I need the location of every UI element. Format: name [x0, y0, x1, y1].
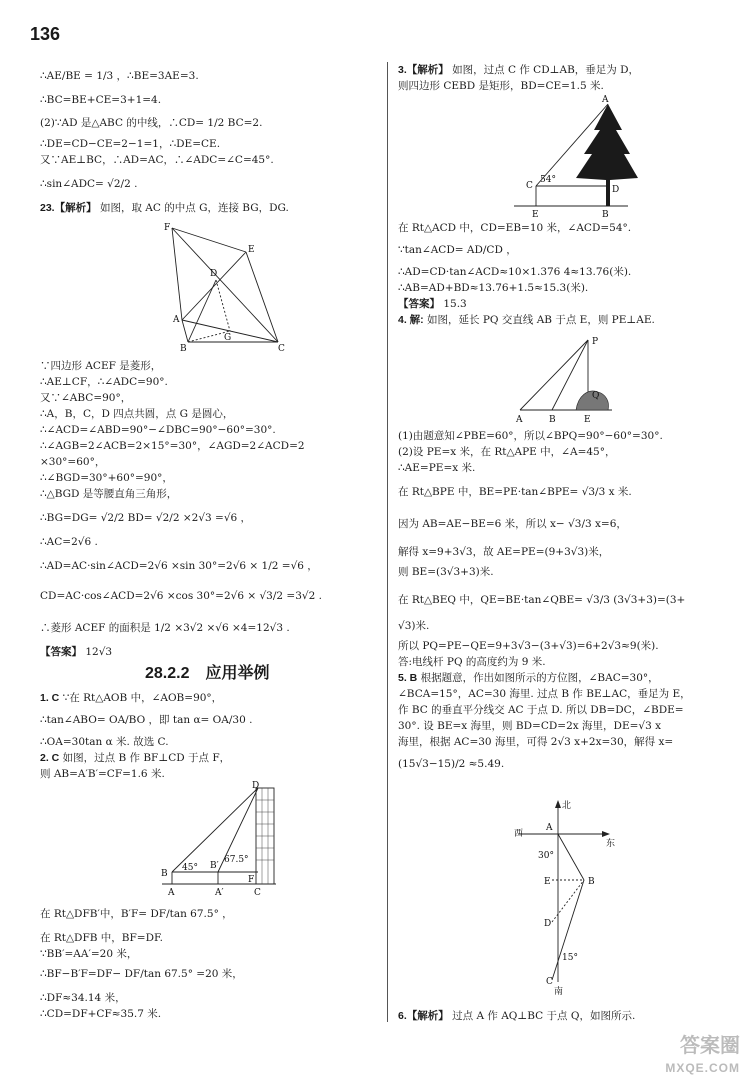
problem-label: 1. C: [40, 692, 60, 704]
line-text: 解得 x=9+3√3，故 AE=PE=(9+3√3)米，: [398, 546, 610, 558]
line-text: 又∵∠ABC=90°，: [40, 392, 132, 404]
line-text: ∴CD=DF+CF≈35.7 米.: [40, 1008, 162, 1020]
line-text: ∴△BGD 是等腰直角三角形，: [40, 488, 178, 500]
line-text: 如图，过点 B 作 BF⊥CD 于点 F，: [62, 752, 231, 764]
text-line: [40, 646, 112, 659]
text-line: [398, 298, 467, 311]
line-text: ∴DE=CD−CE=2−1=1，∴DE=CE.: [40, 138, 221, 150]
text-line: [40, 117, 262, 130]
text-line: [398, 640, 659, 653]
line-text: ∴sin∠ADC= √2/2 .: [40, 178, 138, 190]
line-text: ∵四边形 ACEF 是菱形，: [40, 360, 162, 372]
line-text: (2)∵AD 是△ABC 的中线，∴CD= 1/2 BC=2.: [40, 117, 263, 129]
line-text: ∴∠AGB=2∠ACB=2×15°=30°，∠AGD=2∠ACD=2: [40, 440, 305, 452]
fig3-label-B: B: [602, 210, 609, 218]
text-line: [40, 1008, 161, 1021]
text-line: [398, 266, 631, 279]
line-text: ×30°=60°，: [40, 456, 106, 468]
fig5-label-E: E: [544, 877, 551, 887]
watermark-en: MXQE.COM: [665, 1061, 740, 1075]
fig23-label-A: A: [173, 315, 180, 325]
text-line: [398, 244, 517, 257]
text-line: [398, 222, 631, 235]
line-text: ∴AE⊥CF，∴∠ADC=90°.: [40, 376, 168, 388]
line-text: ∵BB′=AA′=20 米，: [40, 948, 138, 960]
line-text: 15.3: [443, 298, 467, 310]
fig2-angle-45: 45°: [182, 863, 198, 873]
text-line: [398, 430, 663, 443]
fig3-label-A: A: [602, 95, 609, 105]
page-number: 136: [30, 24, 61, 44]
fig5-east: 东: [606, 839, 616, 849]
problem-label: 4. 解:: [398, 314, 424, 326]
line-text: 所以 PQ=PE−QE=9+3√3−(3+√3)=6+2√3≈9(米).: [398, 640, 659, 652]
text-line: [40, 590, 322, 603]
line-text: ∴AD=CD·tan∠ACD≈10×1.376 4≈13.76(米).: [398, 266, 632, 278]
fig2-label-B: B: [161, 869, 168, 879]
watermark-cn: 答案圈: [680, 1035, 740, 1057]
line-text: 在 Rt△BEQ 中，QE=BE·tan∠QBE= √3/3 (3√3+3)=(3+: [398, 594, 686, 606]
line-text: 又∵AE⊥BC，∴AD=AC，∴∠ADC=∠C=45°.: [40, 154, 274, 166]
column-divider: [387, 62, 388, 1022]
text-line: [40, 692, 222, 705]
line-text: 如图，延长 PQ 交直线 AB 于点 E，则 PE⊥AE.: [427, 314, 655, 326]
fig4-label-B: B: [549, 415, 556, 425]
text-line: [40, 472, 173, 485]
text-line: [40, 948, 137, 961]
text-line: [40, 94, 161, 107]
line-text: ∴AB=AD+BD≈13.76+1.5≈15.3(米).: [398, 282, 589, 294]
fig23-label-E: E: [248, 245, 255, 255]
line-text: 在 Rt△DFB 中，BF=DF.: [40, 932, 164, 944]
fig5-south: 南: [554, 987, 564, 996]
problem-label: 【答案】: [40, 646, 82, 658]
text-line: [40, 488, 177, 501]
fig4-label-P: P: [592, 337, 599, 347]
line-text: ∴∠ACD=∠ABD=90°−∠DBC=90°−60°=30°.: [40, 424, 276, 436]
text-line: [398, 620, 429, 633]
text-line: [40, 992, 126, 1005]
fig2-label-C: C: [254, 888, 261, 898]
tree-icon: [576, 104, 638, 206]
line-text: 在 Rt△ACD 中，CD=EB=10 米，∠ACD=54°.: [398, 222, 632, 234]
text-line: [40, 154, 274, 167]
line-text: 12√3: [85, 646, 113, 658]
fig2-label-Ap: A′: [215, 888, 224, 898]
line-text: ∴AC=2√6 .: [40, 536, 98, 548]
fig23-label-B: B: [180, 344, 187, 352]
text-line: [398, 486, 632, 499]
fig5-label-B: B: [588, 877, 595, 887]
fig23-label-D: D: [210, 269, 218, 279]
text-line: [398, 704, 684, 717]
problem-label: 3.【解析】: [398, 64, 449, 76]
text-line: [40, 512, 251, 525]
fig23-label-G: G: [224, 333, 232, 343]
line-text: 因为 AB=AE−BE=6 米，所以 x− √3/3 x=6，: [398, 518, 627, 530]
line-text: ∴tan∠ABO= OA/BO ，即 tan α= OA/30 .: [40, 714, 253, 726]
text-line: [398, 1010, 635, 1023]
problem-label: 6.【解析】: [398, 1010, 449, 1022]
line-text: 在 Rt△DFB′中，B′F= DF/tan 67.5° ，: [40, 908, 233, 920]
line-text: ∴菱形 ACEF 的面积是 1/2 ×3√2 ×√6 ×4=12√3 .: [40, 622, 290, 634]
text-line: [398, 80, 604, 93]
line-text: ∴DF≈34.14 米，: [40, 992, 126, 1004]
line-text: 如图，取 AC 的中点 G，连接 BG，DG.: [99, 202, 289, 214]
text-line: [398, 64, 639, 77]
line-text: 海里，根据 AC=30 海里，可得 2√3 x+2x=30，解得 x=: [398, 736, 674, 748]
text-line: [40, 622, 290, 635]
text-line: [40, 932, 163, 945]
fig3-label-E: E: [532, 210, 539, 218]
line-text: ∴BG=DG= √2/2 BD= √2/2 ×2√3 =√6 ，: [40, 512, 252, 524]
text-line: [398, 518, 627, 531]
line-text: ∴OA=30tan α 米. 故选 C.: [40, 736, 169, 748]
line-text: 过点 A 作 AQ⊥BC 于点 Q，如图所示.: [452, 1010, 636, 1022]
line-text: 作 BC 的垂直平分线交 AC 于点 D. 所以 DB=DC，∠BDE=: [398, 704, 684, 716]
text-line: [398, 720, 661, 733]
line-text: ∴BF−B′F=DF− DF/tan 67.5° =20 米，: [40, 968, 243, 980]
text-line: [40, 440, 305, 453]
line-text: ∵在 Rt△AOB 中，∠AOB=90°，: [62, 692, 223, 704]
line-text: 30°. 设 BE=x 海里，则 BD=CD=2x 海里，DE=√3 x: [398, 720, 662, 732]
fig2-label-D: D: [252, 781, 260, 791]
fig23-label-C: C: [278, 344, 285, 352]
text-line: [398, 594, 685, 607]
section-title: 28.2.2 应用举例: [145, 665, 270, 682]
text-line: [40, 138, 220, 151]
text-line: [398, 446, 615, 459]
text-line: [40, 456, 105, 469]
line-text: CD=AC·cos∠ACD=2√6 ×cos 30°=2√6 × √3/2 =3√2 .: [40, 590, 322, 602]
text-line: [398, 736, 673, 749]
fig5-label-D: D: [544, 919, 552, 929]
text-line: [398, 656, 546, 669]
fig3-angle: 54°: [540, 175, 556, 185]
text-line: [40, 360, 161, 373]
text-line: [398, 566, 494, 579]
text-line: [40, 392, 131, 405]
line-text: ∴A，B，C，D 四点共圆，点 G 是圆心，: [40, 408, 234, 420]
text-line: [40, 736, 169, 749]
figure-pole: [512, 330, 622, 426]
text-line: [40, 908, 233, 921]
text-line: [398, 672, 659, 685]
line-text: √3)米.: [398, 620, 430, 632]
fig2-label-Bp: B′: [210, 861, 219, 871]
text-line: [40, 202, 289, 215]
text-line: [40, 768, 165, 781]
text-line: [40, 714, 252, 727]
fig2-angle-67: 67.5°: [224, 855, 249, 865]
line-text: 则四边形 CEBD 是矩形，BD=CE=1.5 米.: [398, 80, 604, 92]
fig5-label-C: C: [546, 977, 553, 987]
watermark: [620, 1035, 740, 1079]
text-line: [40, 560, 318, 573]
line-text: ∴AE/BE = 1/3 ，∴BE=3AE=3.: [40, 70, 199, 82]
line-text: ∴∠BGD=30°+60°=90°，: [40, 472, 173, 484]
text-line: [40, 376, 168, 389]
line-text: (1)由题意知∠PBE=60°，所以∠BPQ=90°−60°=30°.: [398, 430, 663, 442]
text-line: [40, 178, 137, 191]
text-line: [398, 282, 588, 295]
figure-tree: [510, 94, 640, 218]
fig5-north: 北: [562, 801, 572, 811]
text-line: [398, 462, 475, 475]
figure-compass: [508, 796, 618, 996]
line-text: 则 BE=(3√3+3)米.: [398, 566, 494, 578]
fig3-label-C: C: [526, 181, 533, 191]
text-line: [40, 968, 243, 981]
line-text: ∠BCA=15°，AC=30 海里. 过点 B 作 BE⊥AC，垂足为 E，: [398, 688, 691, 700]
line-text: ∵tan∠ACD= AD/CD ，: [398, 244, 517, 256]
text-line: [398, 688, 691, 701]
line-text: 在 Rt△BPE 中，BE=PE·tan∠BPE= √3/3 x 米.: [398, 486, 632, 498]
fig2-label-A: A: [168, 888, 175, 898]
problem-label: 5. B: [398, 672, 418, 684]
problem-label: 2. C: [40, 752, 60, 764]
text-line: [398, 314, 655, 327]
line-text: 根据题意，作出如图所示的方位图，∠BAC=30°，: [420, 672, 659, 684]
fig4-label-A: A: [516, 415, 523, 425]
line-text: ∴BC=BE+CE=3+1=4.: [40, 94, 162, 106]
text-line: [398, 758, 504, 771]
text-line: [40, 424, 276, 437]
text-line: [398, 546, 609, 559]
fig4-label-Q: Q: [592, 391, 600, 401]
line-text: (2)设 PE=x 米，在 Rt△APE 中，∠A=45°，: [398, 446, 616, 458]
line-text: (15√3−15)/2 ≈5.49.: [398, 758, 505, 770]
fig5-west: 西: [514, 829, 524, 839]
figure-rhombus: [160, 222, 290, 352]
text-line: [40, 536, 98, 549]
fig2-label-F: F: [248, 875, 255, 885]
figure-building: [158, 778, 288, 898]
fig3-label-D: D: [612, 185, 620, 195]
line-text: 则 AB=A′B′=CF=1.6 米.: [40, 768, 165, 780]
line-text: 答:电线杆 PQ 的高度约为 9 米.: [398, 656, 546, 668]
problem-label: 【答案】: [398, 298, 440, 310]
fig5-angle-15: 15°: [562, 953, 578, 963]
fig23-label-F: F: [164, 223, 171, 233]
text-line: [40, 752, 230, 765]
fig5-angle-30: 30°: [538, 851, 554, 861]
text-line: [40, 70, 199, 83]
line-text: 如图，过点 C 作 CD⊥AB，垂足为 D，: [452, 64, 640, 76]
problem-label: 23.【解析】: [40, 202, 97, 214]
text-line: [40, 408, 233, 421]
fig5-label-A: A: [546, 823, 553, 833]
line-text: ∴AD=AC·sin∠ACD=2√6 ×sin 30°=2√6 × 1/2 =√6 ，: [40, 560, 318, 572]
line-text: ∴AE=PE=x 米.: [398, 462, 476, 474]
fig4-label-E: E: [584, 415, 591, 425]
